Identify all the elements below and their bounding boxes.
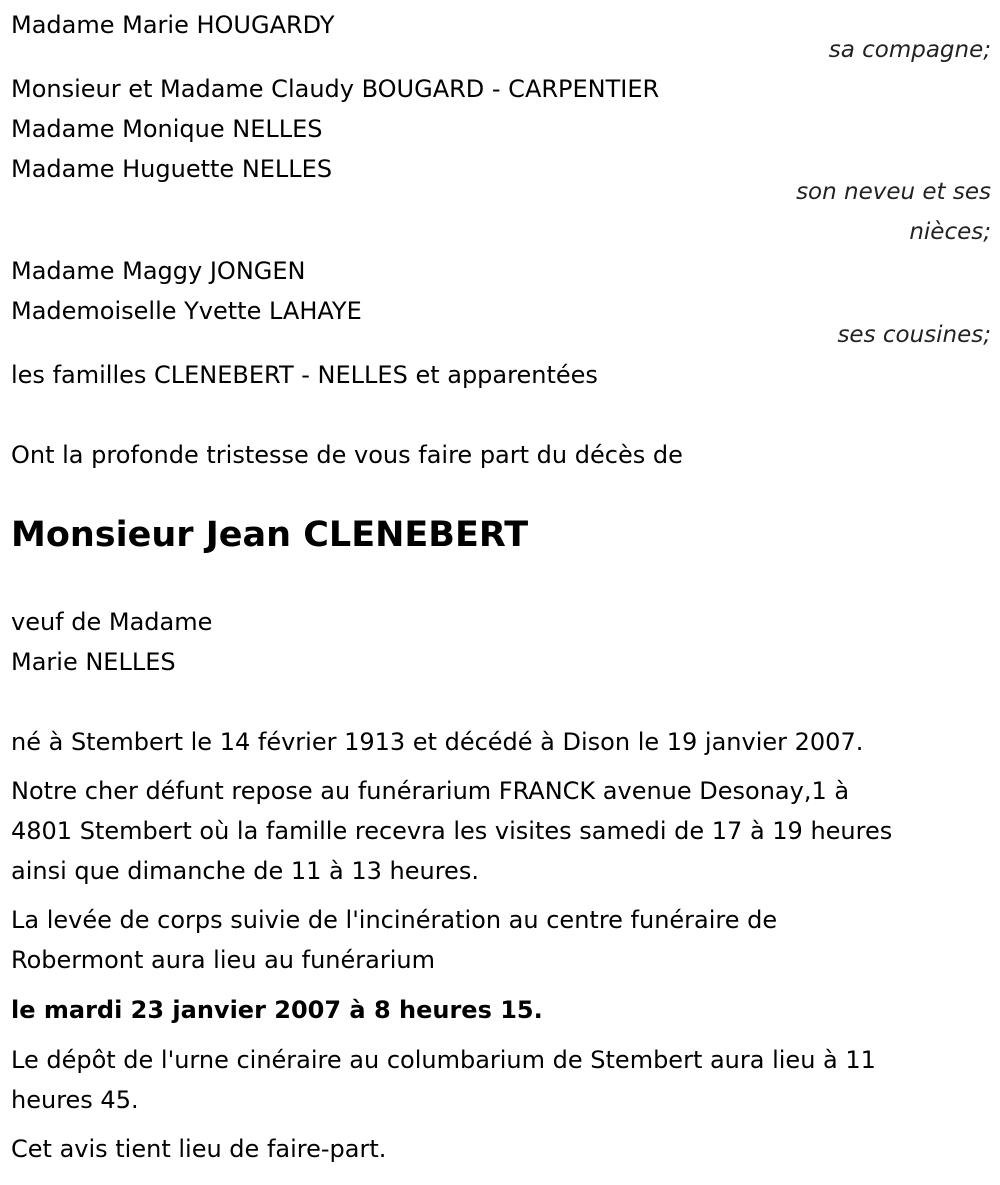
widower-line: veuf de Madame	[11, 608, 213, 636]
family-group-nephew-nieces	[11, 69, 991, 189]
relation-label	[591, 172, 991, 252]
widower-line: Marie NELLES	[11, 648, 176, 676]
family-member-name: Madame Maggy JONGEN	[11, 257, 306, 285]
relation-line: nièces;	[909, 219, 991, 245]
paragraph-line: La levée de corps suivie de l'incinération au centre funéraire de	[11, 906, 778, 934]
relation-label: sa compagne;	[828, 37, 991, 63]
family-member-name: Madame Huguette NELLES	[11, 155, 333, 183]
deceased-name: Monsieur Jean CLENEBERT	[11, 515, 529, 555]
paragraph-line: heures 45.	[11, 1086, 139, 1114]
ceremony-date: le mardi 23 janvier 2007 à 8 heures 15.	[11, 996, 543, 1024]
paragraph-line: Le dépôt de l'urne cinéraire au columbarium de Stembert aura lieu à 11	[11, 1046, 876, 1074]
family-member-name: Madame Marie HOUGARDY	[11, 11, 335, 39]
visitation-paragraph	[11, 771, 991, 891]
closing-text: Cet avis tient lieu de faire-part.	[11, 1135, 387, 1163]
family-member-name: Mademoiselle Yvette LAHAYE	[11, 297, 362, 325]
relation-label: ses cousines;	[837, 322, 991, 348]
paragraph-line: ainsi que dimanche de 11 à 13 heures.	[11, 857, 479, 885]
widower-info	[11, 602, 991, 682]
paragraph-line: 4801 Stembert où la famille recevra les visites samedi de 17 à 19 heures	[11, 817, 893, 845]
urn-paragraph	[11, 1040, 991, 1120]
birth-death-text: né à Stembert le 14 février 1913 et décédé à Dison le 19 janvier 2007.	[11, 728, 864, 756]
family-member-name: Madame Monique NELLES	[11, 115, 323, 143]
families-line: les familles CLENEBERT - NELLES et apparentées	[11, 361, 598, 389]
family-member-name: Monsieur et Madame Claudy BOUGARD - CARPENTIER	[11, 75, 660, 103]
relation-line: son neveu et ses	[796, 179, 991, 205]
announcement-text: Ont la profonde tristesse de vous faire part du décès de	[11, 441, 683, 469]
ceremony-paragraph	[11, 900, 991, 980]
paragraph-line: Notre cher défunt repose au funérarium FRANCK avenue Desonay,1 à	[11, 777, 850, 805]
paragraph-line: Robermont aura lieu au funérarium	[11, 946, 435, 974]
